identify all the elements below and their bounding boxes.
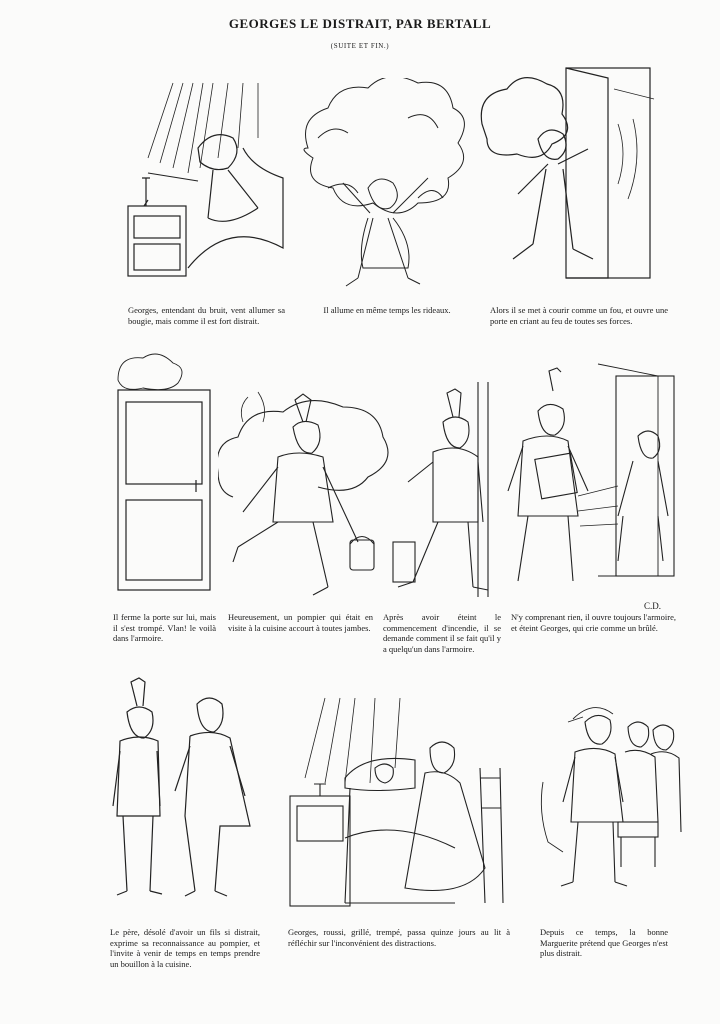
panel-8-illustration: [105, 676, 265, 901]
page-title: GEORGES LE DISTRAIT, PAR BERTALL: [228, 16, 492, 31]
panel-2-illustration: [298, 78, 468, 293]
panel-4-illustration: [108, 350, 216, 600]
panel-5-illustration: [218, 372, 393, 600]
caption-8: Le père, désolé d'avoir un fils si distrait, exprime sa reconnaissance au pompier, et l'invite à venir de temps en temps prendre un bouillon à la cuisine.: [110, 927, 260, 969]
caption-2: Il allume en même temps les rideaux.: [323, 305, 451, 315]
caption-10: Depuis ce temps, la bonne Marguerite prétend que Georges n'est plus distrait.: [540, 927, 668, 958]
caption-9: Georges, roussi, grillé, trempé, passa quinze jours au lit à réfléchir sur l'inconvénient des distractions.: [288, 927, 510, 948]
caption-7: N'y comprenant rien, il ouvre toujours l'armoire, et éteint Georges, qui crie comme un brûlé.: [511, 612, 676, 633]
page-subtitle: (SUITE ET FIN.): [330, 42, 390, 50]
panel-1-illustration: [118, 78, 288, 293]
panel-9-illustration: [285, 688, 513, 914]
caption-3: Alors il se met à courir comme un fou, et ouvre une porte en criant au feu de toutes ses forces.: [490, 305, 668, 326]
artist-signature: C.D.: [644, 601, 662, 611]
caption-4: Il ferme la porte sur lui, mais il s'est trompé. Vlan! le voilà dans l'armoire.: [113, 612, 216, 643]
panel-3-illustration: [478, 64, 663, 292]
panel-7-illustration: [498, 356, 678, 596]
panel-6-illustration: [388, 372, 500, 600]
panel-10-illustration: [533, 702, 683, 897]
caption-1: Georges, entendant du bruit, vent allumer sa bougie, mais comme il est fort distrait.: [128, 305, 285, 326]
caption-6: Après avoir éteint le commencement d'incendie, il se demande comment il se fait qu'il y a quelqu'un dans l'armoire.: [383, 612, 501, 654]
caption-5: Heureusement, un pompier qui était en visite à la cuisine accourt à toutes jambes.: [228, 612, 373, 633]
